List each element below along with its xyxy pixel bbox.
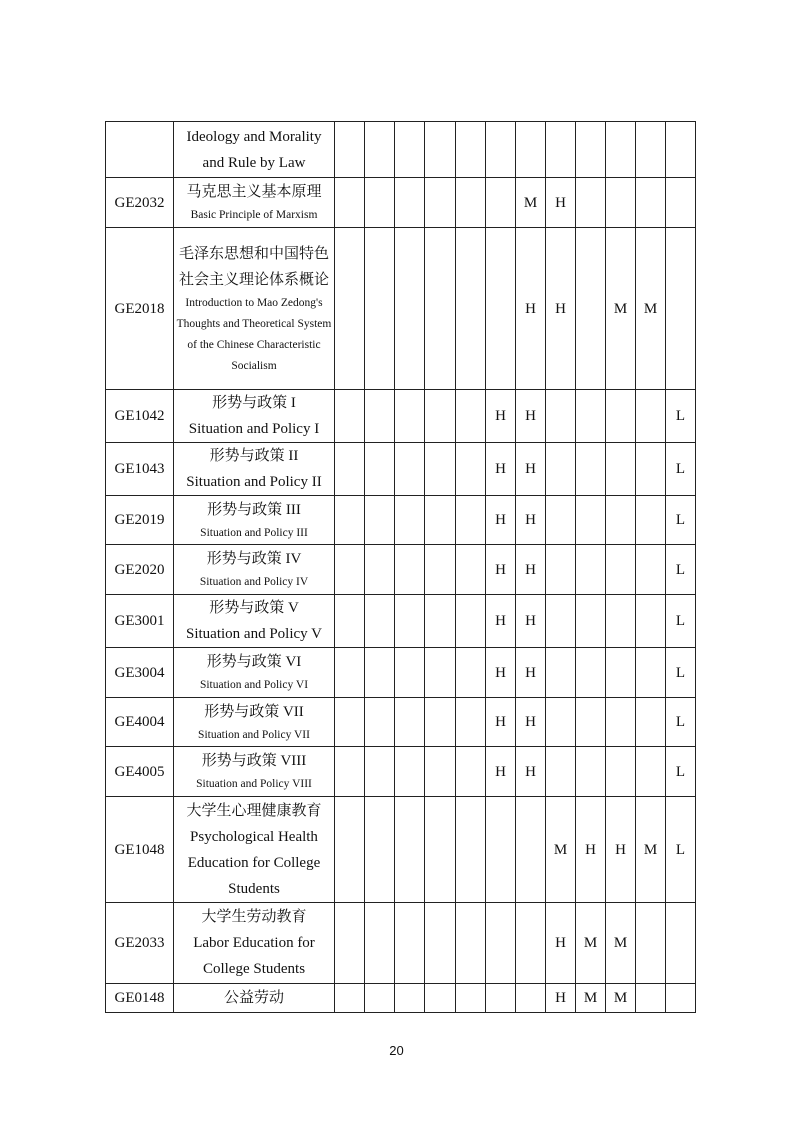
support-level-cell [546, 698, 576, 747]
support-level-cell [486, 178, 516, 228]
course-code: GE4004 [106, 698, 174, 747]
support-level-cell [546, 496, 576, 545]
support-level-cell [456, 903, 486, 984]
support-level-cell [365, 903, 395, 984]
support-level-cell [425, 178, 456, 228]
support-level-cell: M [606, 228, 636, 390]
support-level-cell [636, 178, 666, 228]
course-code: GE2020 [106, 545, 174, 595]
support-level-cell [576, 496, 606, 545]
course-name-english: Situation and Policy II [186, 474, 322, 490]
support-level-cell [335, 797, 365, 903]
course-name-chinese: 形势与政策 III [207, 501, 301, 518]
support-level-cell: H [546, 228, 576, 390]
course-code: GE2032 [106, 178, 174, 228]
course-name-english: Ideology and Morality and Rule by Law [186, 128, 322, 171]
support-level-cell [606, 595, 636, 648]
support-level-cell: H [486, 496, 516, 545]
support-level-cell [365, 443, 395, 496]
support-level-cell [425, 595, 456, 648]
support-level-cell [516, 903, 546, 984]
course-name-english: Situation and Policy I [188, 421, 320, 437]
course-name-chinese: 形势与政策 I [212, 395, 296, 411]
course-name-cell [174, 443, 335, 496]
support-level-cell [606, 747, 636, 797]
support-level-cell [335, 698, 365, 747]
course-name-cell [174, 178, 335, 228]
support-level-cell [425, 984, 456, 1013]
course-matrix-table [105, 121, 696, 1013]
support-level-cell [425, 747, 456, 797]
support-level-cell: L [666, 747, 696, 797]
course-code: GE3001 [106, 595, 174, 648]
course-name-chinese: 公益劳动 [223, 990, 284, 1006]
support-level-cell [606, 443, 636, 496]
course-name-english: Situation and Policy V [186, 626, 322, 642]
support-level-cell [576, 390, 606, 443]
support-level-cell [456, 698, 486, 747]
course-name-chinese: 大学生心理健康教育 [186, 802, 322, 819]
support-level-cell [395, 797, 425, 903]
table-row [106, 122, 696, 178]
support-level-cell [546, 747, 576, 797]
support-level-cell [425, 122, 456, 178]
table-row [106, 648, 696, 698]
support-level-cell [606, 122, 636, 178]
support-level-cell [395, 648, 425, 698]
support-level-cell [395, 178, 425, 228]
support-level-cell: M [516, 178, 546, 228]
support-level-cell [335, 390, 365, 443]
support-level-cell: L [666, 648, 696, 698]
table-row [106, 698, 696, 747]
support-level-cell: M [546, 797, 576, 903]
course-code: GE3004 [106, 648, 174, 698]
support-level-cell [456, 595, 486, 648]
course-code: GE2033 [106, 903, 174, 984]
course-name-chinese: 大学生劳动教育 [201, 909, 307, 925]
course-name-english: Psychological Health Education for College Students [187, 828, 321, 897]
course-name-cell [174, 122, 335, 178]
course-name-chinese: 形势与政策 VIII [201, 753, 307, 769]
support-level-cell [606, 648, 636, 698]
table-row [106, 903, 696, 984]
support-level-cell [546, 443, 576, 496]
support-level-cell [636, 747, 666, 797]
support-level-cell [606, 496, 636, 545]
support-level-cell [606, 698, 636, 747]
support-level-cell: H [606, 797, 636, 903]
support-level-cell [666, 228, 696, 390]
support-level-cell [666, 903, 696, 984]
table-row [106, 496, 696, 545]
support-level-cell [395, 390, 425, 443]
support-level-cell: H [516, 443, 546, 496]
support-level-cell: H [486, 545, 516, 595]
support-level-cell [425, 797, 456, 903]
course-name-cell [174, 984, 335, 1013]
support-level-cell [335, 984, 365, 1013]
support-level-cell [335, 178, 365, 228]
support-level-cell [425, 545, 456, 595]
support-level-cell [335, 595, 365, 648]
course-name-cell [174, 390, 335, 443]
support-level-cell [365, 747, 395, 797]
support-level-cell [486, 903, 516, 984]
course-name-cell [174, 648, 335, 698]
support-level-cell [486, 797, 516, 903]
support-level-cell: M [576, 984, 606, 1013]
support-level-cell: H [486, 443, 516, 496]
course-name-chinese: 形势与政策 IV [206, 551, 302, 567]
support-level-cell [576, 443, 606, 496]
support-level-cell [666, 178, 696, 228]
course-code: GE2019 [106, 496, 174, 545]
support-level-cell: H [516, 698, 546, 747]
support-level-cell [395, 122, 425, 178]
support-level-cell [335, 545, 365, 595]
course-name-english: Situation and Policy III [200, 526, 308, 539]
support-level-cell: L [666, 390, 696, 443]
support-level-cell [636, 903, 666, 984]
support-level-cell [516, 797, 546, 903]
support-level-cell [456, 178, 486, 228]
support-level-cell: L [666, 443, 696, 496]
course-name-chinese: 马克思主义基本原理 [186, 184, 322, 200]
support-level-cell [546, 648, 576, 698]
support-level-cell [425, 903, 456, 984]
support-level-cell [546, 390, 576, 443]
support-level-cell [636, 648, 666, 698]
support-level-cell [606, 390, 636, 443]
support-level-cell [576, 545, 606, 595]
support-level-cell: H [516, 496, 546, 545]
support-level-cell [365, 122, 395, 178]
support-level-cell [636, 122, 666, 178]
course-name-chinese: 形势与政策 VII [204, 703, 304, 720]
support-level-cell: H [516, 545, 546, 595]
support-level-cell [335, 747, 365, 797]
support-level-cell [395, 747, 425, 797]
course-code: GE4005 [106, 747, 174, 797]
support-level-cell [456, 496, 486, 545]
support-level-cell: H [516, 390, 546, 443]
support-level-cell [576, 648, 606, 698]
support-level-cell [576, 747, 606, 797]
course-code: GE1043 [106, 443, 174, 496]
course-name-cell [174, 496, 335, 545]
course-name-english: Situation and Policy VIII [196, 778, 312, 790]
course-name-cell [174, 228, 335, 390]
support-level-cell [606, 545, 636, 595]
support-level-cell: H [546, 178, 576, 228]
support-level-cell: H [546, 984, 576, 1013]
support-level-cell [636, 496, 666, 545]
support-level-cell [335, 648, 365, 698]
support-level-cell [395, 595, 425, 648]
support-level-cell: H [516, 595, 546, 648]
support-level-cell [636, 545, 666, 595]
support-level-cell [425, 496, 456, 545]
table-row [106, 797, 696, 903]
support-level-cell: M [636, 228, 666, 390]
support-level-cell [486, 228, 516, 390]
support-level-cell [395, 984, 425, 1013]
support-level-cell [666, 984, 696, 1013]
table-row [106, 545, 696, 595]
support-level-cell [395, 228, 425, 390]
support-level-cell [335, 903, 365, 984]
support-level-cell [456, 228, 486, 390]
support-level-cell [666, 122, 696, 178]
support-level-cell [425, 228, 456, 390]
course-name-english: Situation and Policy IV [199, 576, 309, 588]
support-level-cell: H [486, 747, 516, 797]
support-level-cell [335, 228, 365, 390]
support-level-cell [546, 545, 576, 595]
page-number: 20 [389, 1043, 404, 1058]
course-name-cell [174, 595, 335, 648]
table-row [106, 228, 696, 390]
course-name-english: Situation and Policy VI [199, 679, 309, 691]
support-level-cell [456, 443, 486, 496]
support-level-cell [395, 496, 425, 545]
support-level-cell: L [666, 595, 696, 648]
support-level-cell [395, 698, 425, 747]
table-row [106, 178, 696, 228]
support-level-cell [576, 178, 606, 228]
support-level-cell: H [486, 390, 516, 443]
course-name-cell [174, 797, 335, 903]
support-level-cell [335, 122, 365, 178]
course-name-english: Situation and Policy VII [198, 728, 310, 741]
support-level-cell: L [666, 496, 696, 545]
support-level-cell [425, 698, 456, 747]
course-name-cell [174, 545, 335, 595]
support-level-cell [516, 122, 546, 178]
support-level-cell [365, 178, 395, 228]
course-code: GE1042 [106, 390, 174, 443]
support-level-cell [365, 984, 395, 1013]
support-level-cell: H [486, 698, 516, 747]
support-level-cell [365, 545, 395, 595]
table-row [106, 984, 696, 1013]
support-level-cell: H [546, 903, 576, 984]
support-level-cell [456, 797, 486, 903]
support-level-cell [365, 595, 395, 648]
support-level-cell [335, 443, 365, 496]
table-row [106, 595, 696, 648]
support-level-cell: M [576, 903, 606, 984]
course-code: GE2018 [106, 228, 174, 390]
support-level-cell [365, 390, 395, 443]
support-level-cell: H [516, 228, 546, 390]
support-level-cell: M [606, 984, 636, 1013]
course-name-english: Labor Education for College Students [193, 935, 315, 977]
table-row [106, 390, 696, 443]
support-level-cell [456, 545, 486, 595]
course-name-cell [174, 698, 335, 747]
table-body [106, 122, 696, 1013]
course-code: GE1048 [106, 797, 174, 903]
course-name-cell [174, 747, 335, 797]
support-level-cell [425, 443, 456, 496]
support-level-cell: M [606, 903, 636, 984]
support-level-cell [365, 228, 395, 390]
support-level-cell [456, 390, 486, 443]
support-level-cell [486, 122, 516, 178]
support-level-cell: L [666, 698, 696, 747]
support-level-cell [335, 496, 365, 545]
course-name-chinese: 形势与政策 II [209, 448, 299, 464]
table-row [106, 443, 696, 496]
support-level-cell [395, 443, 425, 496]
course-name-chinese: 形势与政策 VI [206, 654, 302, 670]
support-level-cell [425, 648, 456, 698]
support-level-cell [576, 698, 606, 747]
support-level-cell [636, 698, 666, 747]
support-level-cell [395, 903, 425, 984]
support-level-cell [636, 595, 666, 648]
support-level-cell [516, 984, 546, 1013]
support-level-cell [365, 648, 395, 698]
course-name-english: Introduction to Mao Zedong's Thoughts and Theoretical System of the Chinese Characteristic Socialism [176, 296, 332, 372]
support-level-cell: H [516, 747, 546, 797]
support-level-cell [576, 595, 606, 648]
support-level-cell [365, 496, 395, 545]
course-code [106, 122, 174, 178]
course-name-chinese: 形势与政策 V [209, 600, 299, 616]
support-level-cell [456, 747, 486, 797]
support-level-cell [636, 984, 666, 1013]
support-level-cell [365, 797, 395, 903]
support-level-cell [456, 648, 486, 698]
support-level-cell: H [516, 648, 546, 698]
support-level-cell: H [486, 595, 516, 648]
support-level-cell: H [576, 797, 606, 903]
support-level-cell [456, 122, 486, 178]
support-level-cell [606, 178, 636, 228]
support-level-cell [636, 443, 666, 496]
course-name-chinese: 毛泽东思想和中国特色社会主义理论体系概论 [178, 245, 329, 288]
support-level-cell [576, 228, 606, 390]
course-name-cell [174, 903, 335, 984]
support-level-cell [546, 595, 576, 648]
support-level-cell [636, 390, 666, 443]
support-level-cell [486, 984, 516, 1013]
course-name-english: Basic Principle of Marxism [190, 209, 318, 221]
support-level-cell [425, 390, 456, 443]
support-level-cell [395, 545, 425, 595]
support-level-cell: H [486, 648, 516, 698]
support-level-cell [576, 122, 606, 178]
support-level-cell: M [636, 797, 666, 903]
support-level-cell [546, 122, 576, 178]
table-row [106, 747, 696, 797]
support-level-cell: L [666, 545, 696, 595]
support-level-cell [456, 984, 486, 1013]
support-level-cell: L [666, 797, 696, 903]
course-code: GE0148 [106, 984, 174, 1013]
support-level-cell [365, 698, 395, 747]
